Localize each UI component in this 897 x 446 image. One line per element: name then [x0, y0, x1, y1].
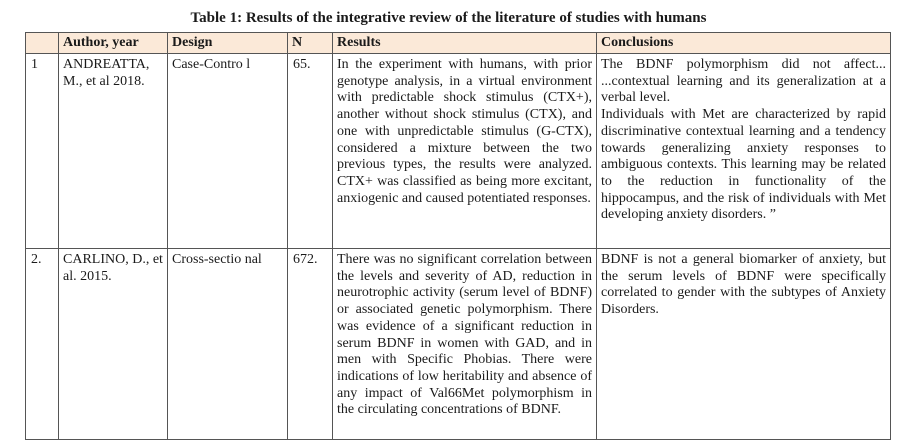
row-index: 1	[26, 54, 59, 249]
table-row	[26, 54, 891, 249]
row-results: In the experiment with humans, with prior genotype analysis, in a virtual environment with predictable shock stimulus (CTX+), another without shock stimulus (CTX), and one with unpredictable stimulus (G-CTX), considered a mixture between the two previous types, the results were analyzed. CTX+ was classified as being more excitant, anxiogenic and caused potentiated responses.	[333, 54, 597, 249]
row-author: CARLINO, D., et al. 2015.	[59, 249, 168, 440]
header-index	[26, 33, 59, 54]
header-row	[26, 33, 891, 54]
row-design: Case-Contro l	[168, 54, 288, 249]
row-conclusions	[597, 249, 891, 440]
header-results: Results	[333, 33, 597, 54]
header-conclusions: Conclusions	[597, 33, 891, 54]
row-results: There was no significant correlation between the levels and severity of AD, reduction in neurotrophic activity (serum level of BDNF) or associated genetic polymorphism. There was evidence of a significant reduction in serum BDNF in women with GAD, and in men with Specific Phobias. There were indications of low heritability and absence of any impact of Val66Met polymorphism in the circulating concentrations of BDNF.	[333, 249, 597, 440]
review-table	[25, 32, 891, 440]
conclusions-paragraph: Individuals with Met are characterized by rapid discriminative contextual learning and a tendency towards generalizing anxiety responses to ambiguous contexts. This learning may be related to the reduction in functionality of the hippocampus, and the risk of individuals with Met developing anxiety disorders. ”	[601, 107, 886, 223]
conclusions-paragraph: The BDNF polymorphism did not affect... ...contextual learning and its generalization at a verbal level.	[601, 57, 886, 106]
conclusions-paragraph: BDNF is not a general biomarker of anxiety, but the serum levels of BDNF were specifically correlated to gender with the subtypes of Anxiety Disorders.	[601, 252, 886, 318]
row-n: 65.	[288, 54, 333, 249]
row-index: 2.	[26, 249, 59, 440]
row-n: 672.	[288, 249, 333, 440]
header-n: N	[288, 33, 333, 54]
row-author: ANDREATTA, M., et al 2018.	[59, 54, 168, 249]
table-caption: Table 1: Results of the integrative review of the literature of studies with humans	[190, 10, 707, 26]
row-design: Cross-sectio nal	[168, 249, 288, 440]
header-design: Design	[168, 33, 288, 54]
row-conclusions	[597, 54, 891, 249]
table-row	[26, 249, 891, 440]
header-author: Author, year	[59, 33, 168, 54]
